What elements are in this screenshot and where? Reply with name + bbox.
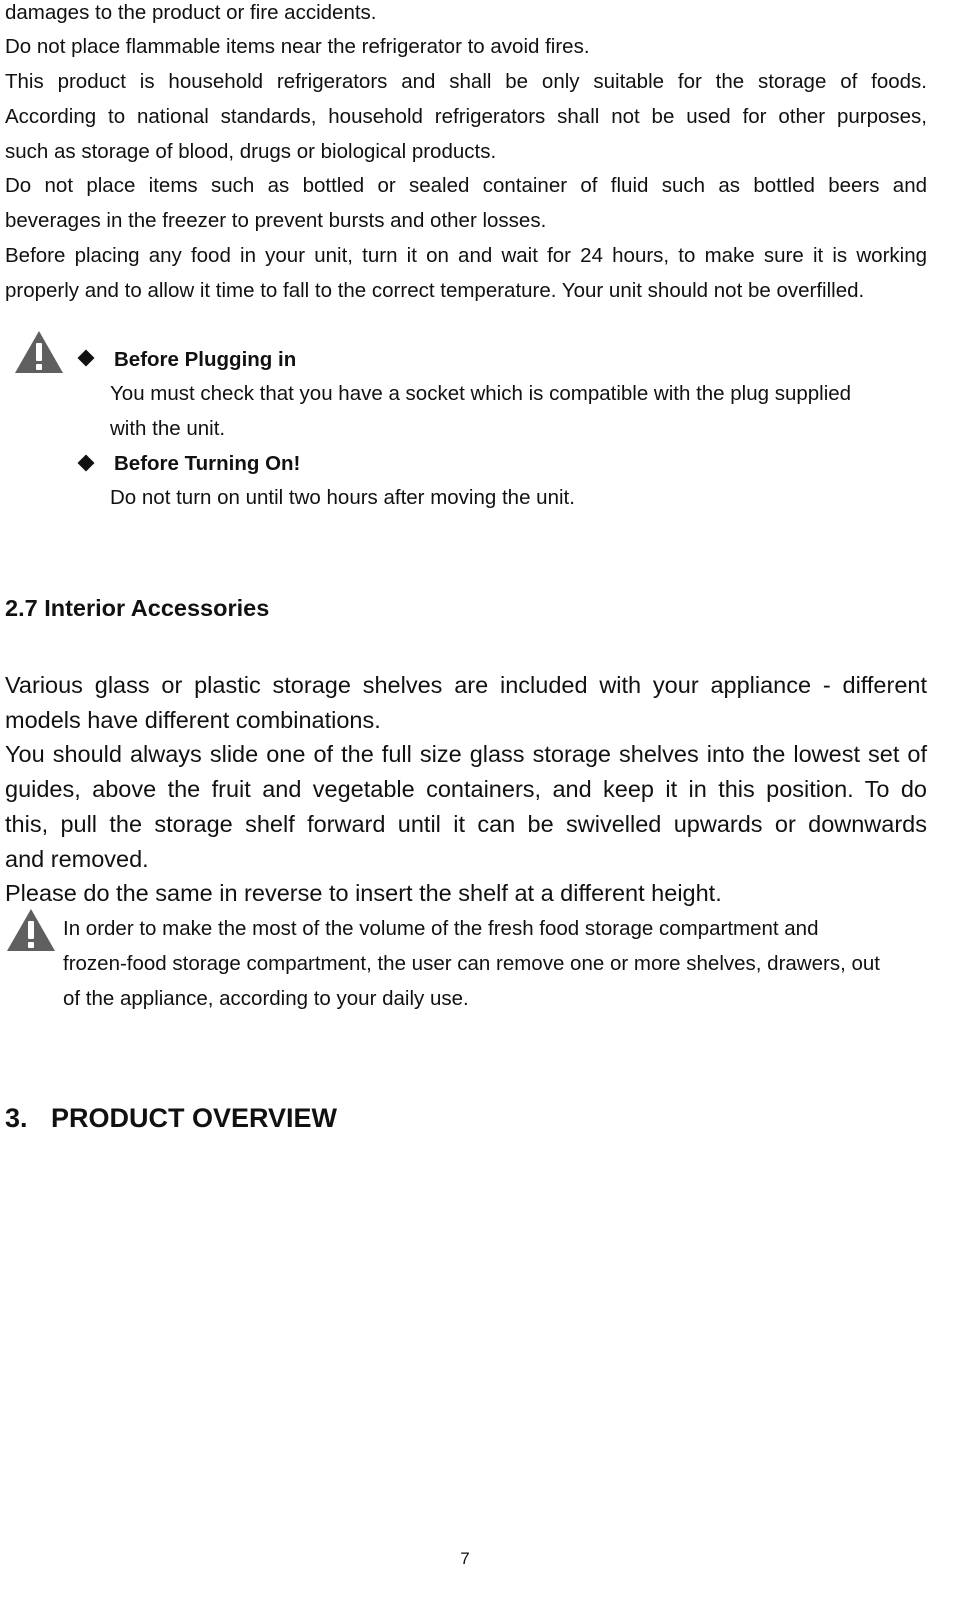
bullet-diamond-icon (78, 350, 95, 367)
text-line: of the appliance, according to your daily use. (63, 987, 469, 1010)
text-line: and removed. (5, 846, 149, 872)
text-line: frozen-food storage compartment, the user can remove one or more shelves, drawers, out (63, 952, 880, 975)
text-line: damages to the product or fire accidents. (5, 1, 377, 24)
intro-paragraph-2 (5, 29, 927, 64)
intro-paragraph-3 (5, 64, 927, 169)
text-line: This product is household refrigerators and shall be only suitable for the storage of foods. (5, 70, 927, 93)
warning-triangle-icon (6, 908, 56, 952)
text-line: Before placing any food in your unit, turn it on and wait for 24 hours, to make sure it is working (5, 244, 927, 267)
text-line: with the unit. (110, 417, 226, 440)
section-note (63, 911, 927, 1016)
text-line: Please do the same in reverse to insert the shelf at a different height. (5, 880, 722, 906)
section-paragraph-3 (5, 876, 927, 911)
chapter-title: PRODUCT OVERVIEW (51, 1103, 338, 1133)
text-line: Do not place flammable items near the refrigerator to avoid fires. (5, 35, 590, 58)
warning-body-turning-on (110, 480, 575, 515)
text-line: In order to make the most of the volume of the fresh food storage compartment and (63, 917, 819, 940)
text-line: You should always slide one of the full size glass storage shelves into the lowest set of (5, 741, 927, 767)
bullet-diamond-icon (78, 455, 95, 472)
chapter-number: 3. (5, 1103, 28, 1133)
intro-paragraph-5 (5, 238, 927, 308)
warning-triangle-icon (14, 330, 64, 374)
text-line: Do not place items such as bottled or sealed container of fluid such as bottled beers and (5, 174, 927, 197)
section-heading: 2.7 Interior Accessories (5, 595, 270, 621)
text-line: Various glass or plastic storage shelves are included with your appliance - different (5, 672, 927, 698)
text-line: this, pull the storage shelf forward until it can be swivelled upwards or downwards (5, 811, 927, 837)
intro-paragraph-4 (5, 168, 927, 238)
section-paragraph-2 (5, 737, 927, 877)
text-line: You must check that you have a socket which is compatible with the plug supplied (110, 382, 852, 405)
page-number: 7 (460, 1549, 470, 1568)
text-line: such as storage of blood, drugs or biological products. (5, 140, 497, 163)
section-paragraph-1 (5, 668, 927, 738)
warning-title-turning-on: Before Turning On! (114, 452, 301, 475)
chapter-heading (5, 1098, 337, 1138)
text-line: According to national standards, household refrigerators shall not be used for other purposes, (5, 105, 927, 128)
text-line: beverages in the freezer to prevent bursts and other losses. (5, 209, 547, 232)
text-line: properly and to allow it time to fall to the correct temperature. Your unit should not be overfilled. (5, 279, 865, 302)
text-line: models have different combinations. (5, 707, 381, 733)
text-line: Do not turn on until two hours after moving the unit. (110, 486, 575, 509)
intro-paragraph-1 (5, 0, 927, 30)
text-line: guides, above the fruit and vegetable containers, and keep it in this position. To do (5, 776, 927, 802)
warning-body-plugging (110, 376, 851, 446)
warning-title-plugging: Before Plugging in (114, 348, 297, 371)
